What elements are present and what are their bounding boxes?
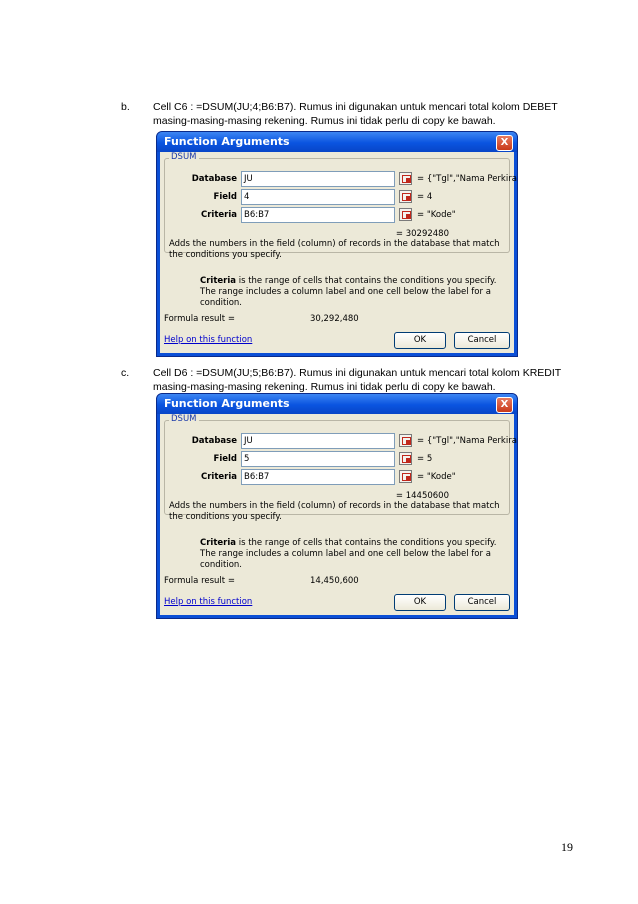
list-marker: c. [121,367,130,379]
argument-description [200,276,500,309]
function-description: Adds the numbers in the field (column) of records in the database that match the conditions you specify. [169,501,500,522]
arguments-group [164,152,517,260]
argument-name: Criteria [200,276,237,286]
function-description: Adds the numbers in the field (column) of records in the database that match the conditions you specify. [169,239,500,260]
close-button[interactable]: X [496,397,513,413]
help-link[interactable]: Help on this function [164,597,253,607]
field-row-criteria [165,469,509,485]
field-result: = "Kode" [417,472,456,482]
field-label: Criteria [200,472,237,482]
database-input[interactable]: JU [241,171,395,187]
dialog-title: Function Arguments [164,397,290,410]
page-number: 19 [561,840,573,854]
close-button[interactable]: X [496,135,513,151]
list-marker: b. [121,101,130,113]
field-row-field [165,451,509,467]
field-input[interactable]: 5 [241,451,395,467]
paragraph-line: Cell C6 : =DSUM(JU;4;B6:B7). Rumus ini digunakan untuk mencari total kolom DEBET [153,101,558,113]
collapse-dialog-icon[interactable] [399,172,412,185]
field-input[interactable]: 4 [241,189,395,205]
collapse-dialog-icon[interactable] [399,208,412,221]
field-row-database [165,433,517,449]
field-label: Database [191,436,237,446]
argument-description [200,538,500,571]
field-label: Field [213,192,237,202]
field-row-database [165,171,517,187]
sum-result: = 14450600 [395,491,449,501]
formula-result-value: 30,292,480 [310,314,359,324]
field-label: Field [213,454,237,464]
cancel-button[interactable]: Cancel [454,332,510,349]
field-result: = {"Tgl","Nama Perkira [417,436,517,446]
field-row-field [165,189,509,205]
criteria-input[interactable]: B6:B7 [241,469,395,485]
field-result: = 4 [417,192,433,202]
field-label: Database [191,174,237,184]
ok-button[interactable]: OK [394,332,446,349]
formula-result-value: 14,450,600 [310,576,359,586]
collapse-dialog-icon[interactable] [399,190,412,203]
function-arguments-dialog [156,393,518,619]
cancel-button[interactable]: Cancel [454,594,510,611]
formula-result-label: Formula result = [164,576,235,586]
criteria-input[interactable]: B6:B7 [241,207,395,223]
collapse-dialog-icon[interactable] [399,452,412,465]
function-name: DSUM [171,152,197,162]
ok-button[interactable]: OK [394,594,446,611]
dialog-titlebar[interactable] [157,394,517,414]
function-name: DSUM [171,414,197,424]
arguments-group [164,414,517,522]
argument-description-text: is the range of cells that contains the conditions you specify. The range includes a column label and one cell below the label for a condition. [200,276,497,308]
field-result: = {"Tgl","Nama Perkira [417,174,517,184]
field-label: Criteria [200,210,237,220]
sum-result: = 30292480 [395,229,449,239]
function-arguments-dialog [156,131,518,357]
argument-description-text: is the range of cells that contains the conditions you specify. The range includes a column label and one cell below the label for a condition. [200,538,497,570]
dialog-titlebar[interactable] [157,132,517,152]
field-result: = 5 [417,454,433,464]
dialog-body [160,414,517,615]
formula-result-label: Formula result = [164,314,235,324]
dialog-title: Function Arguments [164,135,290,148]
dialog-body [160,152,517,353]
database-input[interactable]: JU [241,433,395,449]
paragraph-line: masing-masing-masing rekening. Rumus ini tidak perlu di copy ke bawah. [153,115,496,127]
paragraph-line: Cell D6 : =DSUM(JU;5;B6:B7). Rumus ini digunakan untuk mencari total kolom KREDIT [153,367,562,379]
collapse-dialog-icon[interactable] [399,434,412,447]
field-row-criteria [165,207,509,223]
paragraph-line: masing-masing-masing rekening. Rumus ini tidak perlu di copy ke bawah. [153,381,496,393]
field-result: = "Kode" [417,210,456,220]
argument-name: Criteria [200,538,237,548]
collapse-dialog-icon[interactable] [399,470,412,483]
help-link[interactable]: Help on this function [164,335,253,345]
